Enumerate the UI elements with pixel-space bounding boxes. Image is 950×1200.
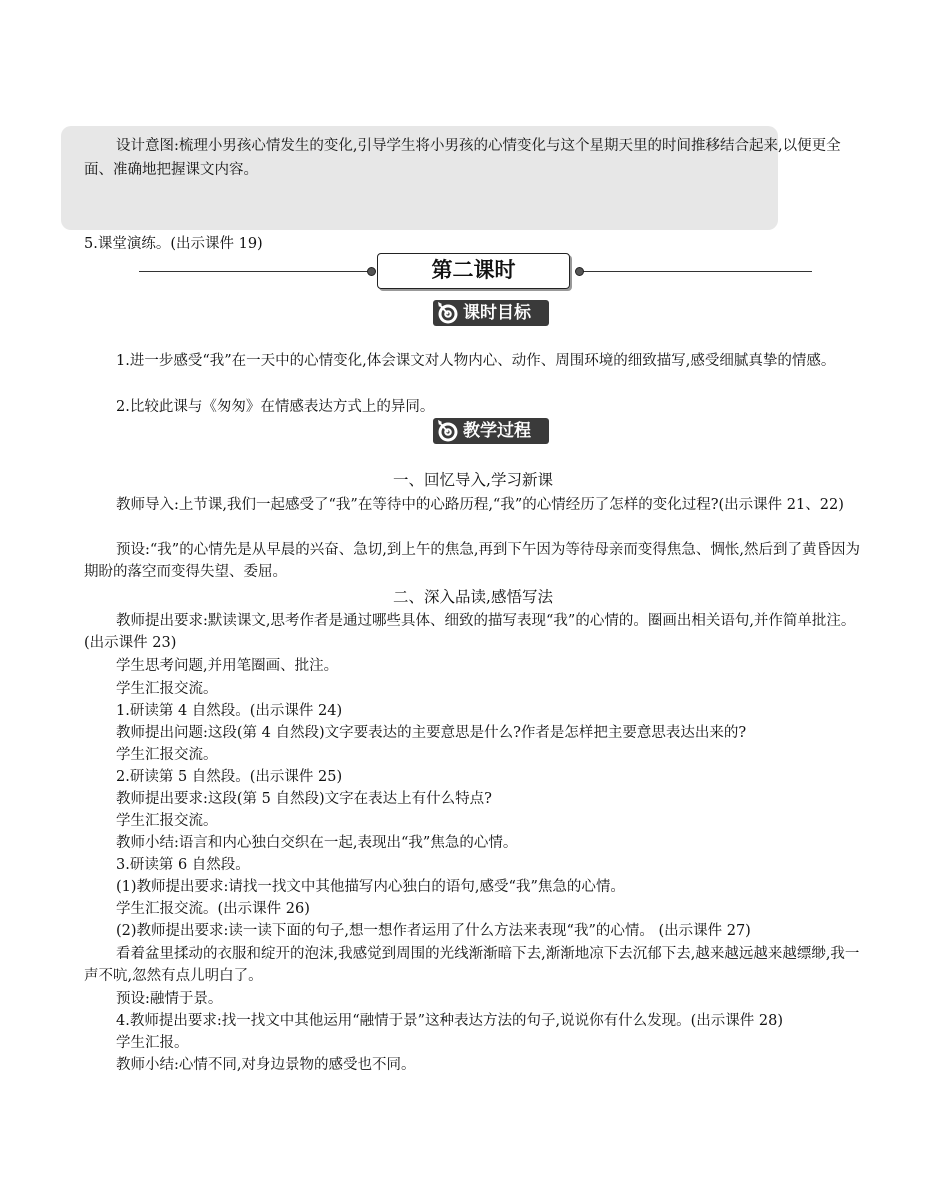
lesson-rule-right (579, 271, 812, 272)
objectives-badge-label: 课时目标 (463, 303, 531, 323)
practice-line: 5.课堂演练。(出示课件 19) (84, 236, 263, 252)
step-line: 学生汇报交流。 (116, 681, 218, 697)
tail-line: 4.教师提出要求:找一找文中其他运用“融情于景”这种表达方法的句子,说说你有什么发现。(出示课件 28) (116, 1013, 784, 1029)
step-line: 学生思考问题,并用笔圈画、批注。 (116, 658, 339, 674)
step-line: 教师提出问题:这段(第 4 自然段)文字要表达的主要意思是什么?作者是怎样把主要意思表达出来的? (116, 725, 747, 741)
step-line: 1.研读第 4 自然段。(出示课件 24) (116, 703, 343, 719)
objectives-badge (433, 300, 549, 326)
objective-2: 2.比较此课与《匆匆》在情感表达方式上的异同。 (116, 399, 435, 415)
target-icon (436, 301, 460, 325)
step-line: 3.研读第 6 自然段。 (116, 857, 250, 873)
process-badge (433, 418, 549, 444)
section-2-heading: 二、深入品读,感悟写法 (393, 588, 553, 606)
step-line: 2.研读第 5 自然段。(出示课件 25) (116, 769, 343, 785)
tail-line: 预设:融情于景。 (116, 991, 223, 1007)
preset-answer: 预设:“我”的心情先是从早晨的兴奋、急切,到上午的焦急,再到下午因为等待母亲而变得焦急、惆怅,然后到了黄昏因为期盼的落空而变得失望、委屈。 (84, 542, 861, 580)
step-line: (2)教师提出要求:读一读下面的句子,想一想作者运用了什么方法来表现“我”的心情。 (出示课件 27) (116, 923, 751, 939)
step-line: 学生汇报交流。(出示课件 26) (116, 901, 310, 917)
reading-requirement: 教师提出要求:默读课文,思考作者是通过哪些具体、细致的描写表现“我”的心情的。圈画出相关语句,并作简单批注。(出示课件 23) (84, 613, 856, 651)
objective-1: 1.进一步感受“我”在一天中的心情变化,体会课文对人物内心、动作、周围环境的细致描写,感受细腻真挚的情感。 (116, 353, 836, 369)
step-line: 教师提出要求:这段(第 5 自然段)文字在表达上有什么特点? (116, 791, 492, 807)
step-line: 学生汇报交流。 (116, 813, 218, 829)
tail-line: 学生汇报。 (116, 1035, 189, 1051)
quoted-passage: 看着盆里揉动的衣服和绽开的泡沫,我感觉到周围的光线渐渐暗下去,渐渐地凉下去沉郁下去,越来越远越来越缥缈,我一声不吭,忽然有点儿明白了。 (84, 946, 860, 984)
step-line: 学生汇报交流。 (116, 747, 218, 763)
target-icon (436, 419, 460, 443)
process-badge-label: 教学过程 (463, 421, 531, 441)
step-line: (1)教师提出要求:请找一找文中其他描写内心独白的语句,感受“我”焦急的心情。 (116, 879, 625, 895)
lesson-title: 第二课时 (377, 253, 570, 289)
section-1-heading: 一、回忆导入,学习新课 (393, 471, 553, 489)
lesson-rule-dot-right (575, 267, 584, 276)
lesson-rule-left (139, 271, 371, 272)
step-line: 教师小结:语言和内心独白交织在一起,表现出“我”焦急的心情。 (116, 835, 518, 851)
tail-line: 教师小结:心情不同,对身边景物的感受也不同。 (116, 1057, 416, 1073)
lesson-rule-dot-left (367, 267, 376, 276)
teacher-intro: 教师导入:上节课,我们一起感受了“我”在等待中的心路历程,“我”的心情经历了怎样的变化过程?(出示课件 21、22) (116, 497, 844, 513)
design-intent-text: 设计意图:梳理小男孩心情发生的变化,引导学生将小男孩的心情变化与这个星期天里的时间推移结合起来,以便更全面、准确地把握课文内容。 (84, 138, 841, 178)
